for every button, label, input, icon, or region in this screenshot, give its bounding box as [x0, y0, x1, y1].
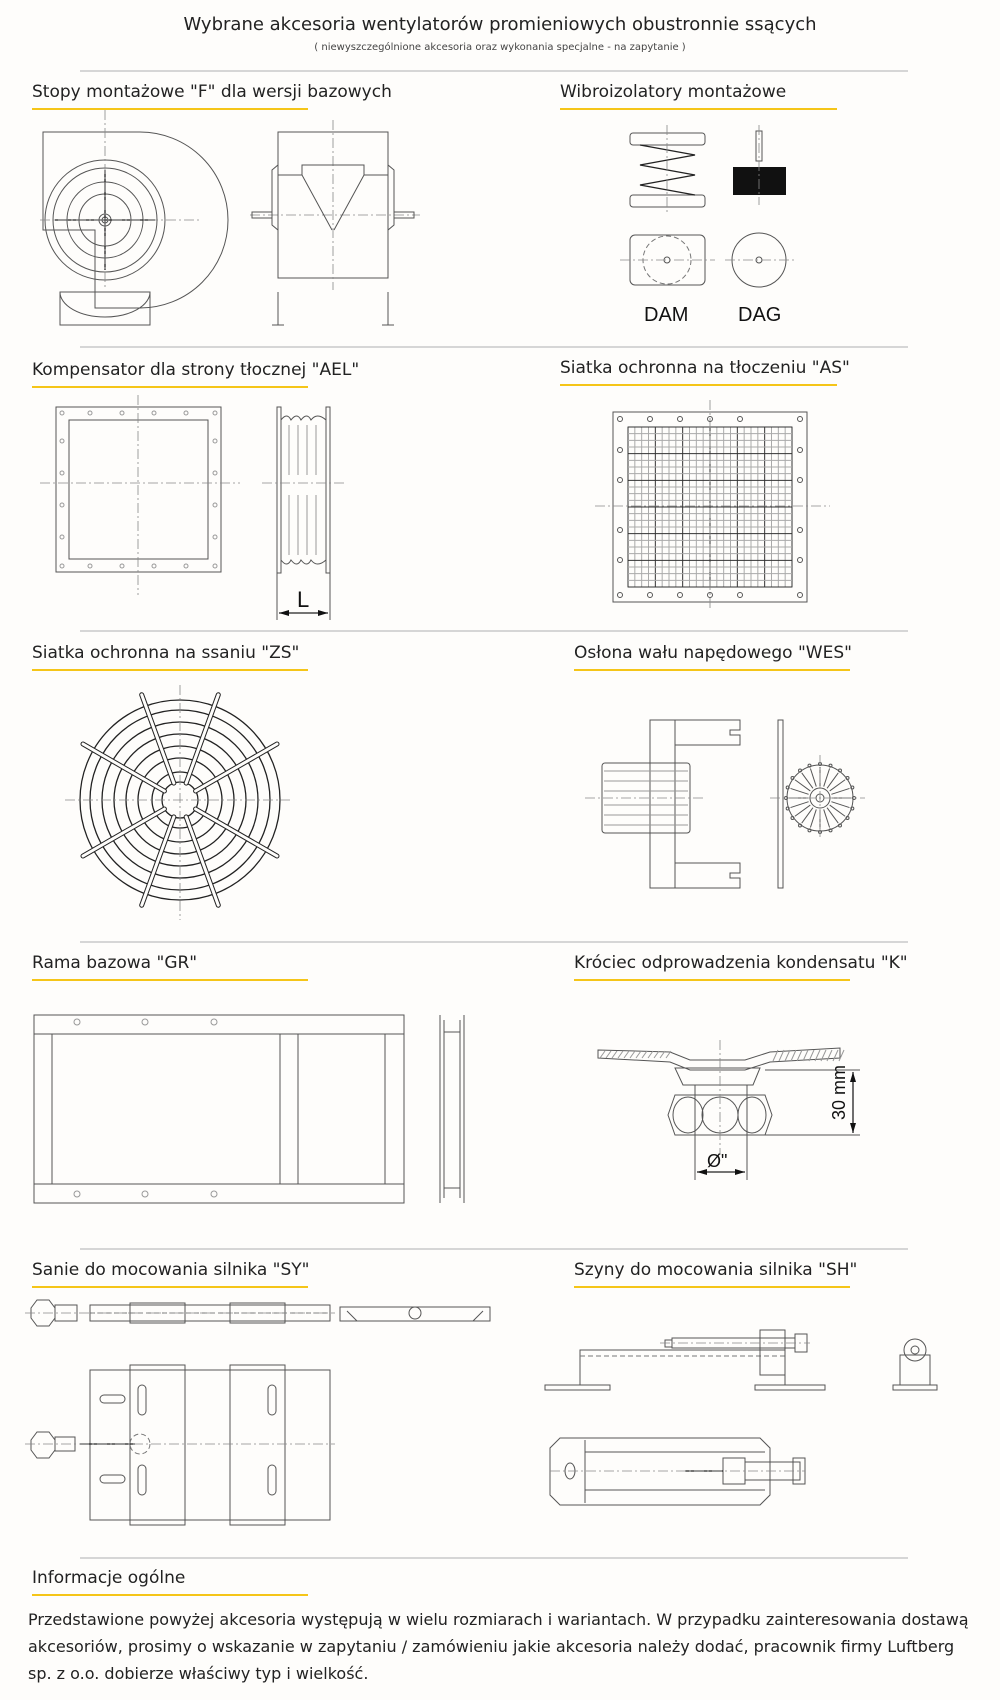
divider	[80, 70, 908, 72]
divider	[80, 630, 908, 632]
section-title-condensate-drain: Króciec odprowadzenia kondensatu "K"	[574, 953, 850, 981]
section-title-vibration-isolators: Wibroizolatory montażowe	[560, 82, 837, 110]
section-title-motor-rails: Szyny do mocowania silnika "SH"	[574, 1260, 850, 1288]
section-title-inlet-guard: Siatka ochronna na ssaniu "ZS"	[32, 643, 308, 671]
feet-drawing	[40, 120, 460, 330]
shaft-guard-drawing	[590, 715, 930, 895]
motor-rails-drawing	[545, 1320, 945, 1530]
section-title-outlet-guard: Siatka ochronna na tłoczeniu "AS"	[560, 358, 837, 386]
page-subtitle: ( niewyszczególnione akcesoria oraz wykonania specjalne - na zapytanie )	[314, 42, 686, 53]
section-title-general-info: Informacje ogólne	[32, 1568, 308, 1596]
section-title-compensator: Kompensator dla strony tłocznej "AEL"	[32, 360, 308, 388]
section-title-feet: Stopy montażowe "F" dla wersji bazowych	[32, 82, 308, 110]
dimension-label-height: 30 mm	[829, 1064, 849, 1120]
divider	[80, 1248, 908, 1250]
inlet-guard-drawing	[65, 690, 295, 920]
base-frame-drawing	[32, 1010, 472, 1210]
outlet-guard-drawing	[595, 400, 835, 610]
section-title-shaft-guard: Osłona wału napędowego "WES"	[574, 643, 850, 671]
section-title-base-frame: Rama bazowa "GR"	[32, 953, 308, 981]
divider	[80, 1557, 908, 1559]
general-info-text: Przedstawione powyżej akcesoria występują w wielu rozmiarach i wariantach. W przypadku zainteresowania dostawą akcesoriów, prosimy o wskazanie w zapytaniu / zamówieniu jakie akcesoria należy dodać, pracownik firmy Luftberg sp. z o.o. dobierze właściwy typ i wielkość.	[28, 1610, 969, 1683]
dimension-label-diameter: Ø"	[707, 1151, 728, 1171]
compensator-drawing	[40, 395, 360, 625]
motor-slide-drawing	[25, 1295, 505, 1530]
condensate-drain-drawing	[595, 1040, 915, 1200]
label-dag: DAG	[738, 304, 782, 326]
divider	[80, 941, 908, 943]
dimension-label-l: L	[297, 587, 310, 612]
label-dam: DAM	[644, 304, 689, 326]
divider	[80, 346, 908, 348]
vibration-isolators-drawing	[620, 125, 820, 330]
page-title: Wybrane akcesoria wentylatorów promieniowych obustronnie ssących	[183, 14, 817, 35]
section-title-motor-slide: Sanie do mocowania silnika "SY"	[32, 1260, 308, 1288]
